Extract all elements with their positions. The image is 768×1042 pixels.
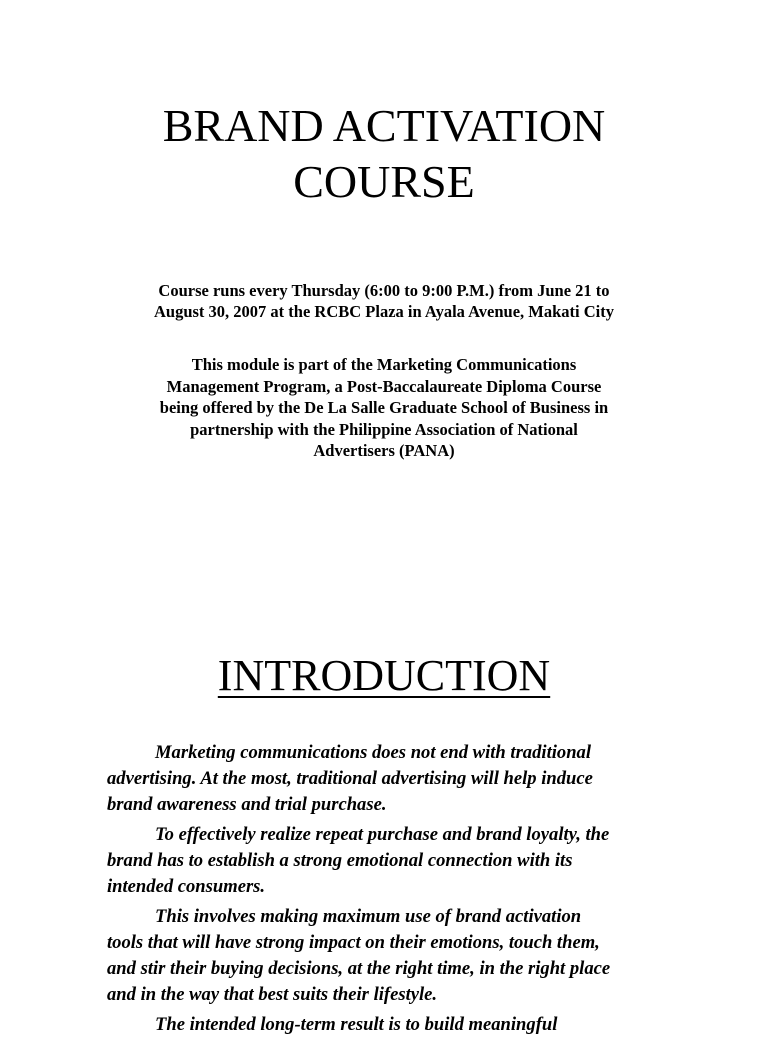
paragraph-line: tools that will have strong impact on their emotions, touch them,	[107, 932, 600, 953]
module-line: being offered by the De La Salle Graduate School of Business in	[159, 398, 609, 417]
paragraph-line: To effectively realize repeat purchase and brand loyalty, the	[155, 824, 610, 845]
module-line: partnership with the Philippine Association of National	[190, 419, 578, 439]
paragraph-line: The intended long-term result is to build meaningful	[155, 1014, 558, 1035]
paragraph	[107, 740, 707, 818]
module-description	[0, 354, 768, 462]
module-line: Advertisers (PANA)	[313, 441, 455, 460]
schedule-line: August 30, 2007 at the RCBC Plaza in Ayala Avenue, Makati City	[153, 302, 615, 321]
paragraph	[107, 1012, 707, 1038]
paragraph-line: This involves making maximum use of brand activation	[155, 906, 582, 927]
module-line: Management Program, a Post-Baccalaureate Diploma Course	[166, 376, 602, 396]
schedule-line: Course runs every Thursday (6:00 to 9:00 P.M.) from June 21 to	[158, 281, 610, 300]
section-heading-text: INTRODUCTION	[217, 651, 551, 700]
paragraph-line: and in the way that best suits their lifestyle.	[107, 984, 438, 1005]
paragraph-line: and stir their buying decisions, at the right time, in the right place	[107, 958, 611, 979]
section-heading-introduction	[0, 648, 768, 704]
document-title	[0, 98, 768, 210]
title-line: COURSE	[293, 156, 475, 207]
introduction-body	[107, 740, 707, 1042]
paragraph-line: advertising. At the most, traditional advertising will help induce	[107, 768, 593, 789]
module-line: This module is part of the Marketing Communications	[191, 355, 577, 374]
title-line: BRAND ACTIVATION	[162, 100, 606, 151]
paragraph-line: brand awareness and trial purchase.	[107, 794, 387, 815]
paragraph	[107, 904, 707, 1008]
paragraph-line: Marketing communications does not end with traditional	[155, 742, 591, 763]
paragraph	[107, 822, 707, 900]
course-schedule	[0, 280, 768, 322]
paragraph-line: intended consumers.	[107, 876, 266, 897]
paragraph-line: brand has to establish a strong emotional connection with its	[107, 850, 573, 871]
